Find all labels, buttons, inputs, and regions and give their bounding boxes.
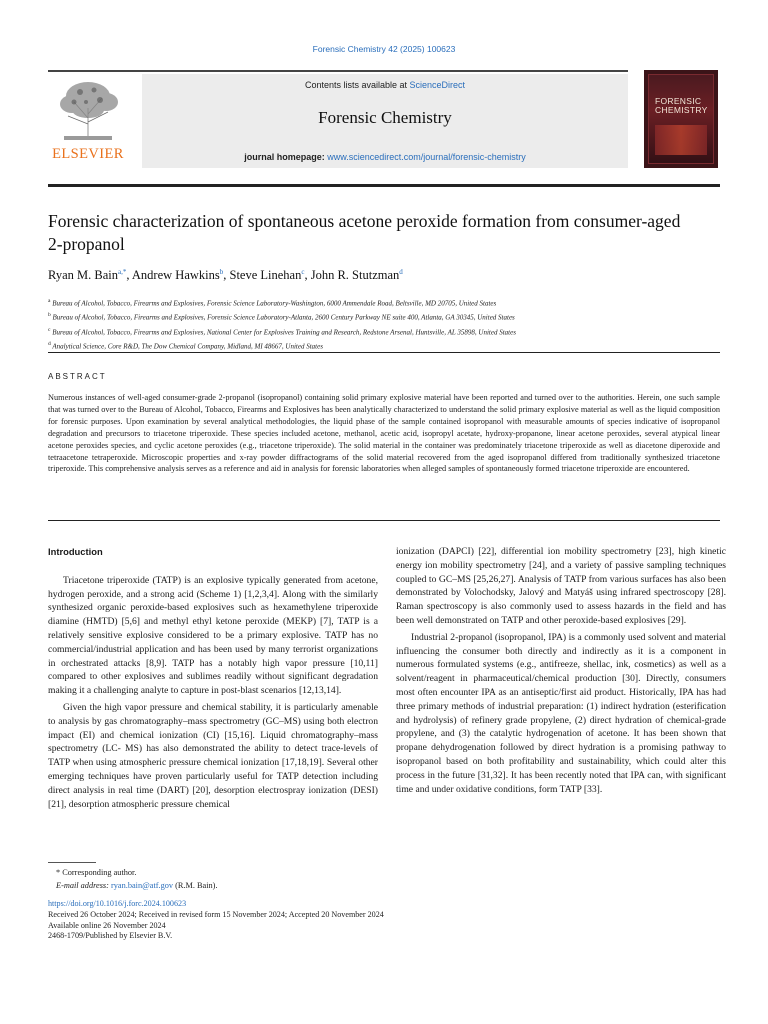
- article-history: [48, 899, 648, 942]
- affiliation-rule: [48, 352, 720, 353]
- affiliation-text: Bureau of Alcohol, Tobacco, Firearms and Explosives, Forensic Science Laboratory-Atlanta, 2600 Century Parkway NE suite 400, Atlanta, GA 30345, United States: [52, 313, 515, 322]
- author-name[interactable]: Steve Linehan: [229, 268, 302, 283]
- journal-title: Forensic Chemistry: [318, 108, 452, 127]
- elsevier-tree-icon: [54, 78, 122, 142]
- author-affiliation-marker[interactable]: a,*: [117, 268, 127, 276]
- author-affiliation-marker[interactable]: c: [301, 268, 305, 276]
- abstract-heading: ABSTRACT: [48, 372, 107, 381]
- cover-title: FORENSIC CHEMISTRY: [655, 96, 708, 115]
- body-paragraph: ionization (DAPCI) [22], differential ion mobility spectrometry [23], high kinetic energy ion mobility spectrometry [24], and a variety of passive sampling techniques coupled to GC–MS [25,26,27]. Analysis of TATP from various surfaces has also been demonstrated by Volochodsky, Jalový and Matyáš using infrared spectroscopy [28]. Raman spectroscopy is also commonly used to assess hazards in the field and has been well demonstrated on TATP and other peroxide-based explosives [29].: [396, 546, 726, 626]
- cover-artwork: [648, 74, 714, 164]
- author-separator: ,: [126, 268, 132, 283]
- body-column-left: [48, 545, 378, 814]
- elsevier-wordmark: ELSEVIER: [52, 146, 124, 162]
- footnote-email: [56, 879, 456, 892]
- body-paragraph: Triacetone triperoxide (TATP) is an explosive typically generated from acetone, hydrogen peroxide, and a strong acid (Scheme 1) [1,2,3,4]. Along with the similarly synthesized organic peroxide-based explosives such as hexamethylene triperoxide diamine (HMTD) [5,6] and methyl ethyl ketone peroxide (MEKP) [7], TATP is a relatively sensitive explosive considered to be a primary explosive. TATP has no commercial/industrial application and has been used by many terrorist organizations in orchestrated attacks [8,9]. TATP has a notably high vapor pressure [10,11] compared to other explosives and sublimes readily without significant degradation making it a challenging analyte to capture in post-blast scenarios [12,13,14].: [48, 574, 378, 697]
- email-label: E-mail address:: [56, 881, 109, 890]
- affiliation-marker: c: [48, 326, 51, 333]
- author-name[interactable]: Andrew Hawkins: [131, 268, 220, 283]
- author-separator: ,: [304, 268, 311, 283]
- author-name[interactable]: John R. Stutzman: [310, 268, 400, 283]
- journal-header-band: [142, 74, 628, 168]
- footnote-rule: [48, 862, 96, 863]
- author-affiliation-marker[interactable]: b: [219, 268, 224, 276]
- affiliation-marker: d: [48, 340, 51, 347]
- author-name[interactable]: Ryan M. Bain: [48, 268, 118, 283]
- section-heading-introduction: Introduction: [48, 546, 103, 557]
- author-list: [48, 268, 708, 283]
- sciencedirect-link[interactable]: ScienceDirect: [409, 80, 466, 90]
- affiliation-item: [48, 338, 708, 352]
- affiliation-text: Bureau of Alcohol, Tobacco, Firearms and Explosives, Forensic Science Laboratory-Washington, 6000 Ammendale Road, Beltsville, MD 20705, United States: [52, 299, 497, 308]
- header-top-rule: [48, 70, 628, 72]
- affiliation-item: [48, 324, 708, 338]
- body-paragraph: Industrial 2-propanol (isopropanol, IPA) is a commonly used solvent and material influencing the consumer both directly and indirectly as it is a component in numerous formulated systems (e.g., antifreeze, shellac, ink, cosmetics) as well as a solvent/reagent in pharmaceutical/chemical production [30]. Directly, consumers most often encounter IPA as an antiseptic/first aid product. Historically, IPA has had three primary methods of industrial preparation: (1) indirect hydration (esterification and hydrolysis) of refinery grade propylene, (2) direct hydration of chemical-grade propylene, and (3) the catalytic hydrogenation of acetone. It has been shown that propane dehydrogenation followed by direct hydration is a promising pathway to isopropanol based on both profitability and sustainability, which could alter this process in the future [31,32]. It has been recently noted that IPA can, with significant time and under oxidative conditions, form TATP [33].: [396, 631, 726, 795]
- issn-publisher: 2468-1709/Published by Elsevier B.V.: [48, 931, 173, 941]
- affiliation-marker: a: [48, 298, 51, 304]
- email-suffix: (R.M. Bain).: [175, 881, 218, 890]
- journal-homepage-line: [142, 152, 628, 162]
- affiliation-marker: b: [48, 312, 51, 319]
- affiliation-item: [48, 295, 708, 309]
- body-paragraph: Given the high vapor pressure and chemical stability, it is particularly amenable to analysis by gas chromatography–mass spectrometry (GC–MS) using both electron impact (EI) and chemical ionization (CI) [15,16]. Liquid chromatography–mass spectrometry (LC- MS) has also demonstrated the ability to detect trace-levels of TATP when using atmospheric pressure chemical ionization [17,18,19]. Several other emerging techniques have proven particularly useful for TATP detection including direct analysis in real time (DART) [20], desorption electrospray ionization (DESI) [21], desorption atmospheric pressure chemical: [48, 701, 378, 810]
- affiliation-text: Bureau of Alcohol, Tobacco, Firearms and Explosives, National Center for Explosives Training and Research, Redstone Arsenal, Huntsville, AL 35898, United States: [52, 327, 516, 336]
- abstract-rule: [48, 520, 720, 521]
- author-email-link[interactable]: ryan.bain@atf.gov: [111, 881, 174, 890]
- footnotes: [56, 866, 456, 892]
- affiliation-text: Analytical Science, Core R&D, The Dow Chemical Company, Midland, MI 48667, United States: [52, 342, 323, 351]
- header-bottom-rule: [48, 184, 720, 187]
- article-title: Forensic characterization of spontaneous acetone peroxide formation from consumer-aged 2-propanol: [48, 211, 681, 254]
- received-dates: Received 26 October 2024; Received in revised form 15 November 2024; Accepted 20 November 2024: [48, 909, 384, 919]
- footnote-corresponding: * Corresponding author.: [56, 868, 137, 877]
- doi-link[interactable]: https://doi.org/10.1016/j.forc.2024.100623: [48, 899, 187, 908]
- author-separator: ,: [223, 268, 230, 283]
- journal-cover-thumbnail[interactable]: [644, 70, 718, 168]
- author-affiliation-marker[interactable]: d: [399, 268, 403, 276]
- footnote-corresponding-text: Corresponding author.: [62, 868, 137, 877]
- abstract-text: Numerous instances of well-aged consumer-grade 2-propanol (isopropanol) containing solid primary explosive material have been reported and turned over to the authorities. Herein, one such sample that was turned over to the Bureau of Alcohol, Tobacco, Firearms and Explosives has been analytically characterized to understand the solid primary explosive material as well as the liquid composition for forensic purposes. Upon examination by several analytical methodologies, the liquid phase of the sample contained isopropanol with measurable amounts of species indicative of isopropanol degradation and precursors to triacetone triperoxide. These species included acetone, methanol, acetic acid, isopropyl acetate, hydroxy-propanone, linear acetone peroxides, several atypical linear acetone peroxides species, and cyclic acetone peroxides (e.g., triacetone triperoxide). The solid material in the container was predominately triacetone triperoxide as well as diacetone diperoxide and tetraacetone tetraperoxide. Microscopic properties and x-ray powder diffractograms of the solid material recovered from the aged isopropanol differed from traditionally synthesized triacetone triperoxide. This comprehensive analysis serves as a reference and aid in analysis for forensic laboratories when alleged samples of spontaneously formed triacetone triperoxide are encountered.: [48, 393, 720, 474]
- body-column-right: [396, 545, 726, 799]
- homepage-prefix: journal homepage:: [244, 152, 328, 162]
- available-online: Available online 26 November 2024: [48, 920, 166, 930]
- affiliation-list: [48, 295, 708, 352]
- contents-prefix: Contents lists available at: [304, 80, 410, 90]
- journal-reference[interactable]: Forensic Chemistry 42 (2025) 100623: [312, 44, 456, 54]
- journal-homepage-link[interactable]: www.sciencedirect.com/journal/forensic-chemistry: [327, 152, 526, 162]
- affiliation-item: [48, 309, 708, 323]
- elsevier-logo[interactable]: [48, 76, 128, 168]
- contents-line: [142, 80, 628, 90]
- cover-graphic: [655, 125, 707, 155]
